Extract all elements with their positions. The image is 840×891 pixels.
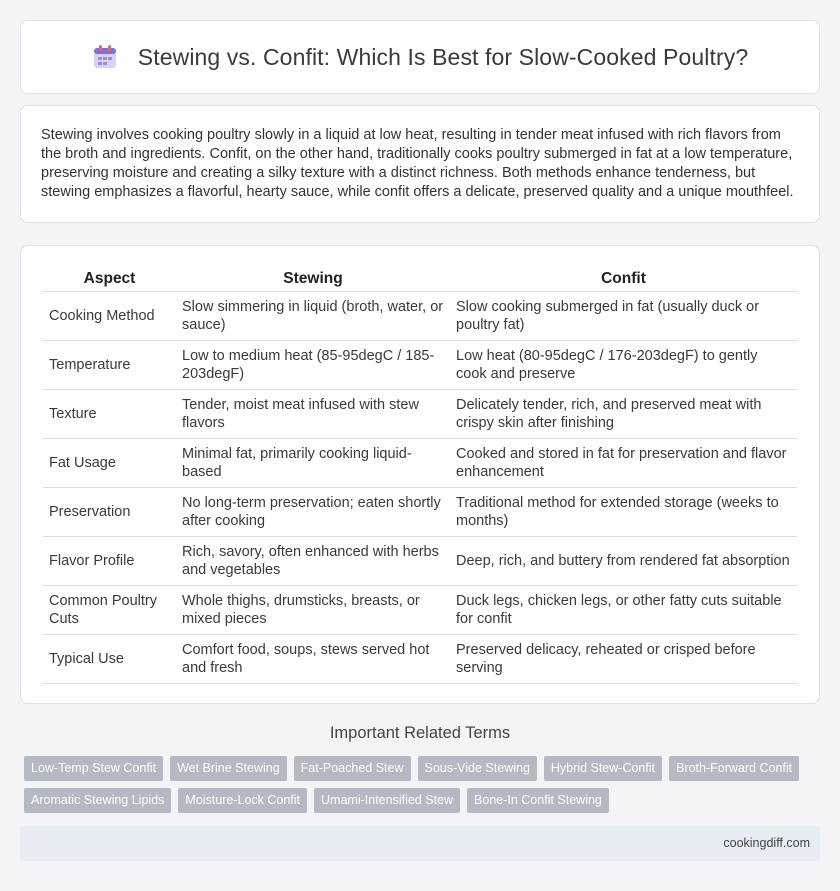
related-terms-title: Important Related Terms	[329, 724, 511, 742]
cell-stewing: Whole thighs, drumsticks, breasts, or mixed pieces	[176, 586, 450, 635]
table-row	[43, 341, 797, 390]
related-terms-section	[0, 724, 840, 743]
page-title: Stewing vs. Confit: Which Is Best for Slow-Cooked Poultry?	[137, 43, 749, 70]
cell-confit: Cooked and stored in fat for preservation and flavor enhancement	[450, 439, 797, 488]
table-row	[43, 292, 797, 341]
related-tag[interactable]: Umami-Intensified Stew	[314, 788, 460, 813]
cell-confit: Deep, rich, and buttery from rendered fat absorption	[450, 537, 797, 586]
calendar-icon	[92, 44, 118, 70]
cell-confit: Preserved delicacy, reheated or crisped before serving	[450, 635, 797, 684]
cell-aspect: Typical Use	[43, 635, 176, 684]
table-row	[43, 390, 797, 439]
table-row	[43, 488, 797, 537]
related-tag[interactable]: Hybrid Stew-Confit	[544, 756, 662, 781]
related-tag[interactable]: Aromatic Stewing Lipids	[24, 788, 171, 813]
cell-stewing: Tender, moist meat infused with stew flavors	[176, 390, 450, 439]
cell-stewing: No long-term preservation; eaten shortly after cooking	[176, 488, 450, 537]
cell-aspect: Common Poultry Cuts	[43, 586, 176, 635]
header-stewing: Stewing	[176, 266, 450, 292]
related-tag[interactable]: Fat-Poached Stew	[294, 756, 411, 781]
related-tag[interactable]: Broth-Forward Confit	[669, 756, 799, 781]
cell-aspect: Preservation	[43, 488, 176, 537]
cell-confit: Traditional method for extended storage (weeks to months)	[450, 488, 797, 537]
cell-stewing: Rich, savory, often enhanced with herbs and vegetables	[176, 537, 450, 586]
header-aspect: Aspect	[43, 266, 176, 292]
cell-confit: Slow cooking submerged in fat (usually duck or poultry fat)	[450, 292, 797, 341]
cell-aspect: Flavor Profile	[43, 537, 176, 586]
intro-text: Stewing involves cooking poultry slowly in a liquid at low heat, resulting in tender meat infused with rich flavors from the broth and ingredients. Confit, on the other hand, traditionally cooks poultry submerged in fat at a low temperature, preserving moisture and creating a silky texture with a distinct richness. Both methods enhance tenderness, but stewing emphasizes a flavorful, hearty sauce, while confit offers a delicate, preserved quality and a unique mouthfeel.	[41, 127, 794, 200]
table-row	[43, 439, 797, 488]
footer-site-link[interactable]: cookingdiff.com	[723, 836, 810, 850]
table-header-row	[43, 266, 797, 292]
header-card	[20, 20, 820, 94]
cell-aspect: Fat Usage	[43, 439, 176, 488]
cell-stewing: Slow simmering in liquid (broth, water, or sauce)	[176, 292, 450, 341]
cell-confit: Duck legs, chicken legs, or other fatty cuts suitable for confit	[450, 586, 797, 635]
cell-stewing: Comfort food, soups, stews served hot and fresh	[176, 635, 450, 684]
footer	[20, 826, 820, 861]
related-tag[interactable]: Wet Brine Stewing	[170, 756, 287, 781]
comparison-table-card	[20, 245, 820, 704]
header-confit: Confit	[450, 266, 797, 292]
related-tag[interactable]: Bone-In Confit Stewing	[467, 788, 609, 813]
cell-aspect: Texture	[43, 390, 176, 439]
cell-stewing: Minimal fat, primarily cooking liquid-based	[176, 439, 450, 488]
cell-confit: Low heat (80-95degC / 176-203degF) to gently cook and preserve	[450, 341, 797, 390]
related-tag[interactable]: Low-Temp Stew Confit	[24, 756, 163, 781]
tag-row	[24, 756, 824, 781]
cell-confit: Delicately tender, rich, and preserved meat with crispy skin after finishing	[450, 390, 797, 439]
intro-card	[20, 105, 820, 223]
related-tag[interactable]: Moisture-Lock Confit	[178, 788, 307, 813]
related-tags	[24, 756, 824, 820]
tag-row	[24, 788, 824, 813]
table-row	[43, 586, 797, 635]
cell-stewing: Low to medium heat (85-95degC / 185-203degF)	[176, 341, 450, 390]
cell-aspect: Temperature	[43, 341, 176, 390]
table-row	[43, 635, 797, 684]
comparison-table	[43, 266, 797, 684]
related-tag[interactable]: Sous-Vide Stewing	[418, 756, 537, 781]
table-row	[43, 537, 797, 586]
cell-aspect: Cooking Method	[43, 292, 176, 341]
